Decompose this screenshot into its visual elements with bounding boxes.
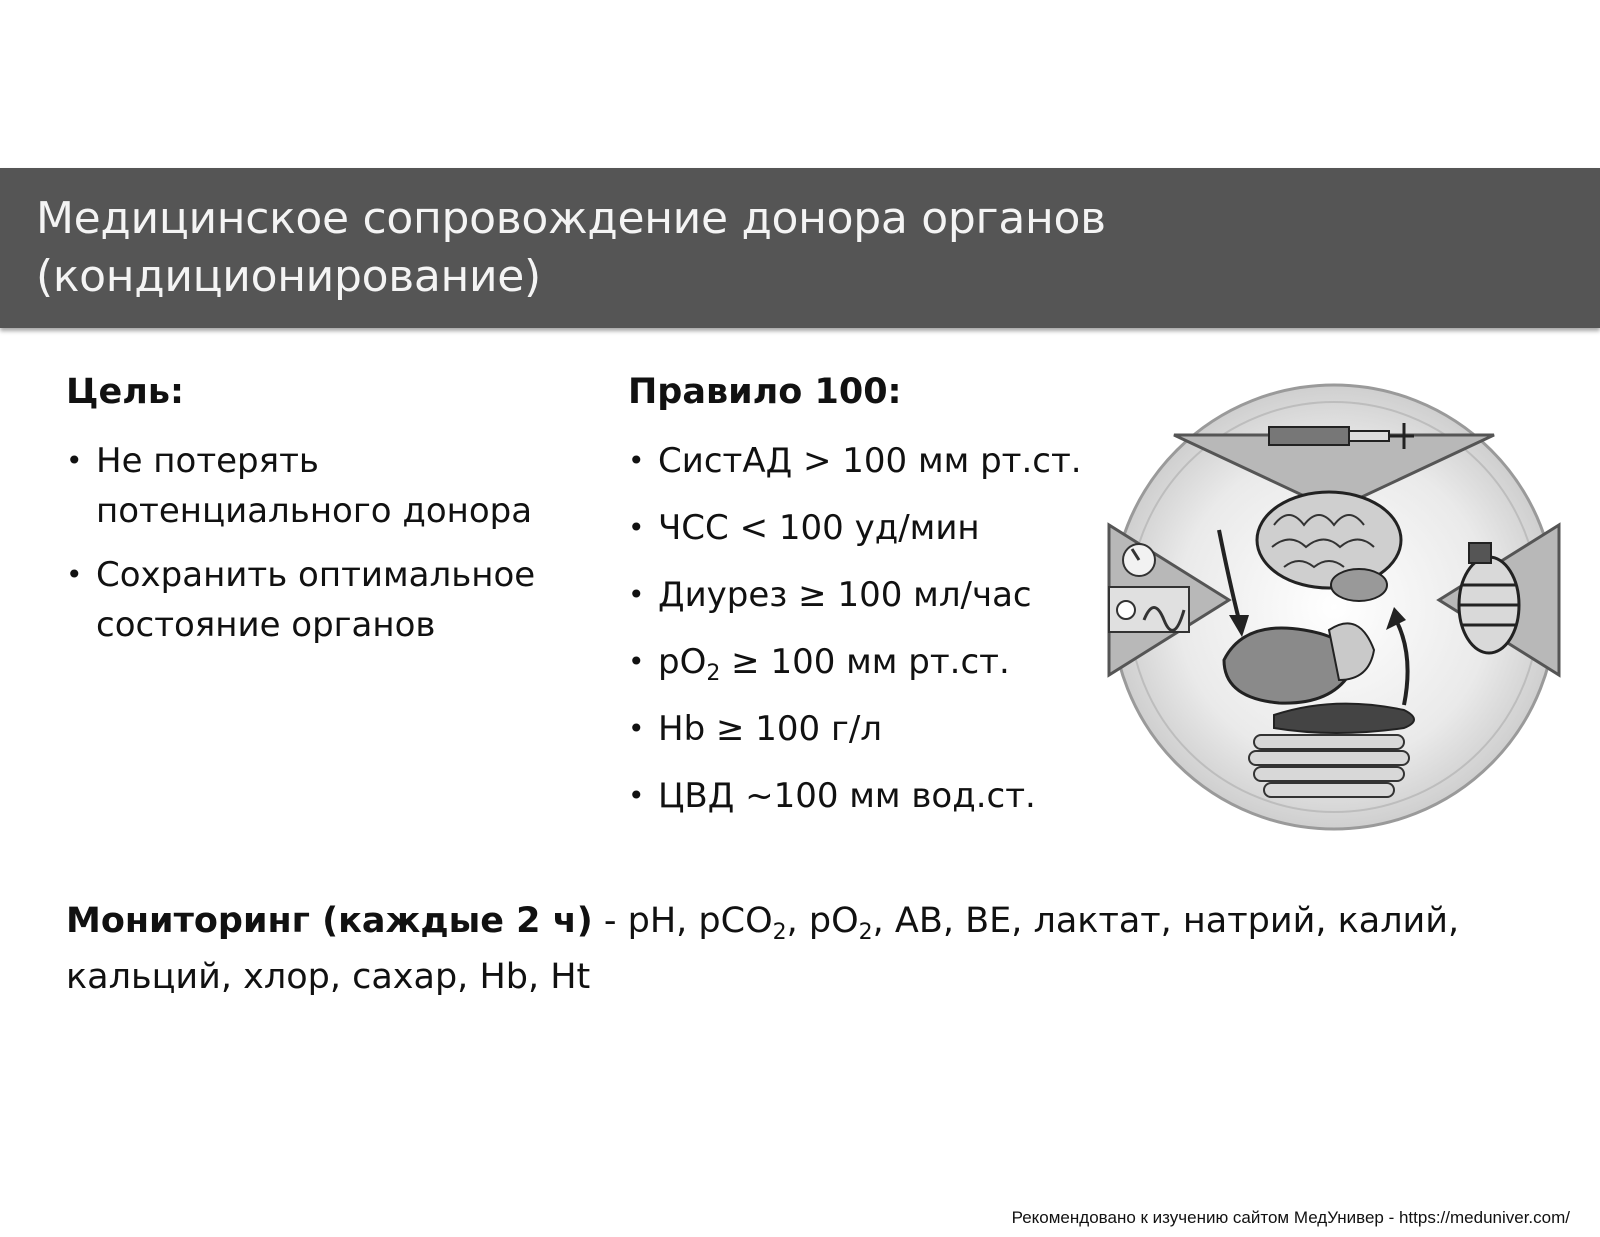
monitoring-text: - pH, pCO xyxy=(592,901,773,941)
rule-item-text: ≥ 100 мм рт.ст. xyxy=(720,642,1010,682)
rule-list xyxy=(628,436,1148,821)
rule-item-text: ЧСС < 100 уд/мин xyxy=(658,508,980,548)
rule-item-text: Hb ≥ 100 г/л xyxy=(658,709,883,749)
bullet-icon: • xyxy=(628,511,645,544)
rule-heading: Правило 100: xyxy=(628,372,902,412)
subscript: 2 xyxy=(772,920,787,945)
list-item xyxy=(66,550,606,650)
goal-item-text: Сохранить оптимальное xyxy=(96,555,536,595)
subscript: 2 xyxy=(706,661,721,686)
slide-title-line-1: Медицинское сопровождение донора органов xyxy=(36,193,1106,244)
rule-item-text: Диурез ≥ 100 мл/час xyxy=(658,575,1032,615)
rule-item-text: pO xyxy=(658,642,707,682)
subscript: 2 xyxy=(858,920,873,945)
goal-section xyxy=(66,370,606,664)
goal-item-text: состояние органов xyxy=(96,605,436,645)
footer-credit: Рекомендовано к изучению сайтом МедУнивер - https://meduniver.com/ xyxy=(1011,1208,1570,1227)
monitoring-line-1 xyxy=(66,893,1546,949)
goal-item-text: Не потерять xyxy=(96,441,319,481)
monitoring-line-2: кальций, хлор, сахар, Hb, Ht xyxy=(66,957,591,997)
donor-care-illustration xyxy=(1104,375,1564,835)
rule-item-text: СистАД > 100 мм рт.ст. xyxy=(658,441,1082,481)
rule-item-text: ЦВД ~100 мм вод.ст. xyxy=(658,776,1036,816)
monitoring-text: , pO xyxy=(786,901,859,941)
bullet-icon: • xyxy=(628,578,645,611)
bullet-icon: • xyxy=(628,712,645,745)
bullet-icon: • xyxy=(628,779,645,812)
list-item xyxy=(628,637,1148,687)
goal-heading: Цель: xyxy=(66,372,184,412)
list-item xyxy=(66,436,606,536)
list-item xyxy=(628,570,1148,620)
goal-list xyxy=(66,436,606,650)
rule-section xyxy=(628,370,1148,838)
monitoring-paragraph xyxy=(66,893,1546,1005)
intestines-icon xyxy=(1249,735,1409,797)
goal-item-text: потенциального донора xyxy=(96,491,533,531)
list-item xyxy=(628,503,1148,553)
bullet-icon: • xyxy=(66,558,83,591)
title-bar xyxy=(0,168,1600,328)
monitoring-label: Мониторинг (каждые 2 ч) xyxy=(66,901,593,941)
bullet-icon: • xyxy=(628,645,645,678)
list-item xyxy=(628,704,1148,754)
bullet-icon: • xyxy=(628,444,645,477)
slide-title xyxy=(36,190,1336,306)
bullet-icon: • xyxy=(66,444,83,477)
list-item xyxy=(628,771,1148,821)
list-item xyxy=(628,436,1148,486)
monitoring-text: , AB, BE, лактат, натрий, калий, xyxy=(872,901,1460,941)
slide-title-line-2: (кондиционирование) xyxy=(36,251,541,302)
